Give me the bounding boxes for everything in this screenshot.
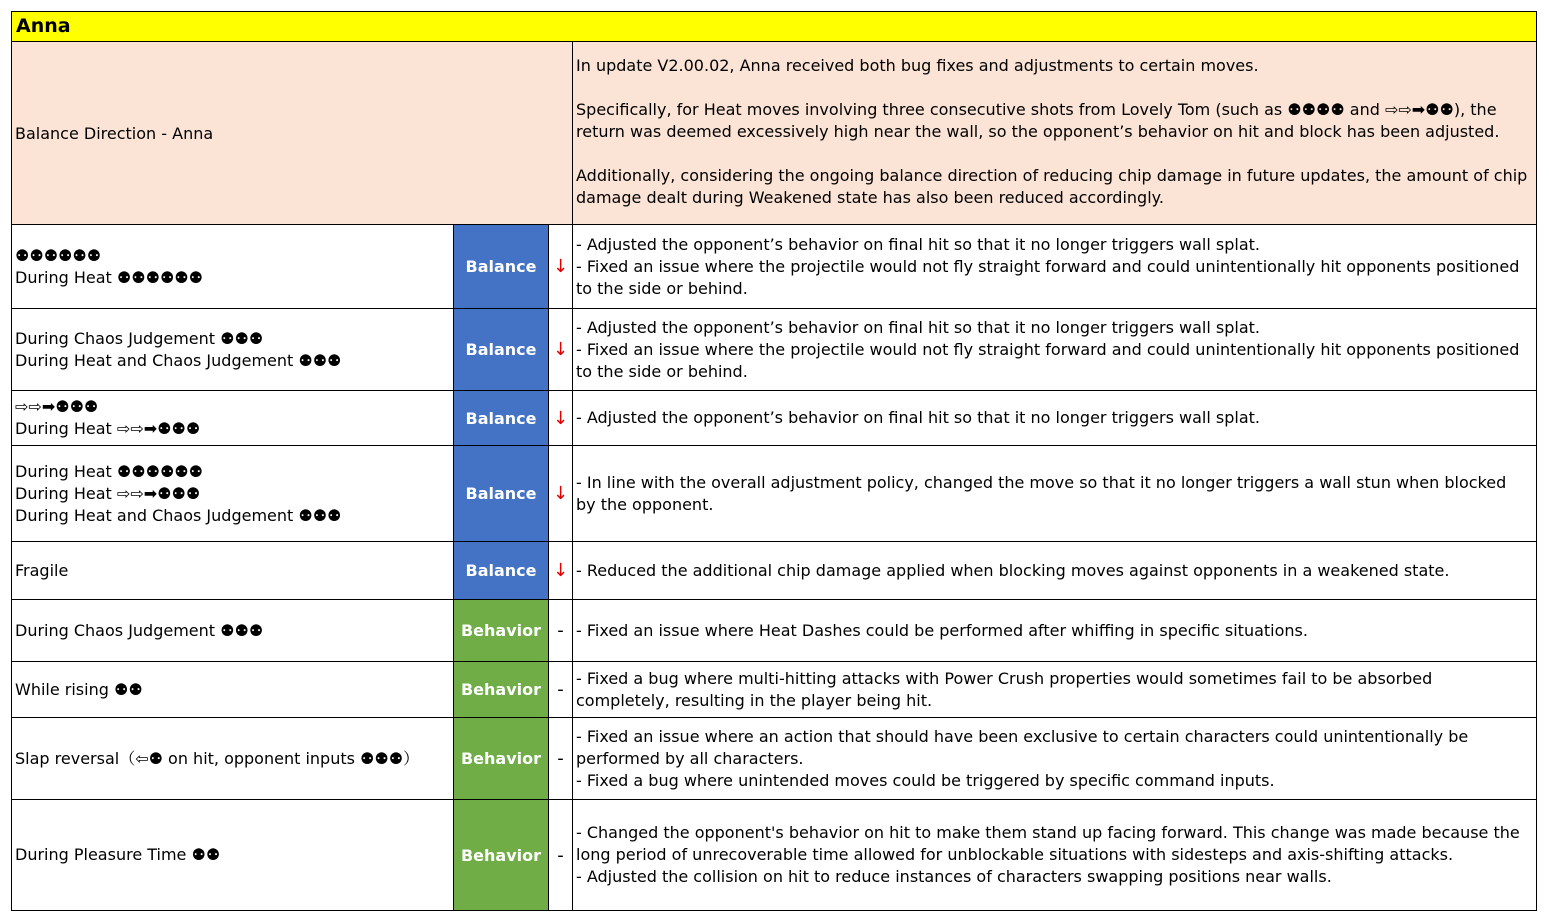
move-name: During Heat ⇨⇨➡⚉⚉⚉ [15,419,201,438]
behavior-tag: Behavior [454,800,549,910]
no-change-dash: - [549,600,573,661]
move-name: ⇨⇨➡⚉⚉⚉ [15,397,99,416]
behavior-tag: Behavior [454,718,549,799]
move-name: During Heat ⇨⇨➡⚉⚉⚉ [15,483,201,503]
change-row [12,446,1536,542]
balance-direction-row [12,42,1536,225]
direction-paragraph: In update V2.00.02, Anna received both bug fixes and adjustments to certain moves. [576,56,1259,75]
change-note: - Fixed an issue where Heat Dashes could be performed after whiffing in specific situations. [576,620,1308,640]
change-note: - Fixed an issue where the projectile would not fly straight forward and could unintentionally hit opponents positioned to the side or behind. [576,339,1520,381]
move-cell [12,600,454,661]
move-name: During Heat ⚉⚉⚉⚉⚉⚉ [15,267,203,287]
notes-cell [573,600,1536,661]
move-cell [12,391,454,445]
change-row [12,309,1536,391]
patch-notes-table [11,11,1537,911]
character-title: Anna [12,12,1536,42]
change-note: - Fixed a bug where unintended moves could be triggered by specific command inputs. [576,770,1275,790]
change-note: - Fixed an issue where an action that should have been exclusive to certain characters could unintentionally be performed by all characters. [576,726,1469,768]
change-note: - Reduced the additional chip damage applied when blocking moves against opponents in a weakened state. [576,560,1450,580]
behavior-tag: Behavior [454,662,549,717]
move-name: During Pleasure Time ⚉⚉ [15,845,221,864]
move-cell [12,309,454,390]
balance-tag: Balance [454,391,549,445]
balance-tag: Balance [454,309,549,390]
change-note: - Changed the opponent's behavior on hit to make them stand up facing forward. This change was made because the long period of unrecoverable time allowed for unblockable situations with sidesteps and axis-shifting attacks. [576,823,1520,864]
change-note: - Fixed an issue where the projectile would not fly straight forward and could unintentionally hit opponents positioned to the side or behind. [576,256,1520,298]
notes-cell [573,662,1536,717]
move-cell [12,542,454,599]
change-row [12,718,1536,800]
move-cell [12,662,454,717]
change-row [12,800,1536,910]
nerf-arrow-icon: ↓ [549,542,573,599]
change-row [12,391,1536,446]
notes-cell [573,446,1536,541]
no-change-dash: - [549,718,573,799]
move-cell [12,225,454,308]
change-note: - Adjusted the opponent’s behavior on final hit so that it no longer triggers wall splat. [576,234,1260,254]
notes-cell [573,718,1536,799]
move-cell [12,800,454,910]
change-note: - Fixed a bug where multi-hitting attacks with Power Crush properties would sometimes fail to be absorbed completely, resulting in the player being hit. [576,668,1433,710]
no-change-dash: - [549,662,573,717]
balance-tag: Balance [454,446,549,541]
move-cell [12,718,454,799]
change-row [12,600,1536,662]
move-cell [12,446,454,541]
notes-cell [573,391,1536,445]
balance-tag: Balance [454,225,549,308]
move-name: During Chaos Judgement ⚉⚉⚉ [15,328,264,348]
change-note: - Adjusted the collision on hit to reduce instances of characters swapping positions near walls. [576,867,1332,886]
change-note: - In line with the overall adjustment policy, changed the move so that it no longer triggers a wall stun when blocked by the opponent. [576,472,1507,514]
move-name: Slap reversal（⇦⚉ on hit, opponent inputs ⚉⚉⚉） [15,748,420,768]
nerf-arrow-icon: ↓ [549,309,573,390]
direction-paragraph: Specifically, for Heat moves involving three consecutive shots from Lovely Tom (such as ⚉⚉⚉⚉ and ⇨⇨➡⚉⚉), the return was deemed excessively high near the wall, so the opponent’s behavior on hit and block has been adjusted. [576,100,1500,141]
move-name: During Chaos Judgement ⚉⚉⚉ [15,620,264,640]
direction-paragraph: Additionally, considering the ongoing balance direction of reducing chip damage in future updates, the amount of chip damage dealt during Weakened state has also been reduced accordingly. [576,166,1528,207]
change-row [12,225,1536,309]
change-row [12,542,1536,600]
move-name: While rising ⚉⚉ [15,679,143,699]
change-note: - Adjusted the opponent’s behavior on final hit so that it no longer triggers wall splat. [576,317,1260,337]
notes-cell [573,800,1536,910]
move-name: ⚉⚉⚉⚉⚉⚉ [15,245,102,265]
balance-direction-label: Balance Direction - Anna [12,42,573,224]
nerf-arrow-icon: ↓ [549,446,573,541]
move-name: During Heat and Chaos Judgement ⚉⚉⚉ [15,505,342,525]
notes-cell [573,309,1536,390]
balance-direction-text [573,42,1536,224]
behavior-tag: Behavior [454,600,549,661]
nerf-arrow-icon: ↓ [549,225,573,308]
move-name: Fragile [15,560,69,580]
notes-cell [573,542,1536,599]
nerf-arrow-icon: ↓ [549,391,573,445]
notes-cell [573,225,1536,308]
balance-tag: Balance [454,542,549,599]
change-row [12,662,1536,718]
move-name: During Heat and Chaos Judgement ⚉⚉⚉ [15,350,342,370]
change-note: - Adjusted the opponent’s behavior on final hit so that it no longer triggers wall splat. [576,408,1260,427]
move-name: During Heat ⚉⚉⚉⚉⚉⚉ [15,461,203,481]
no-change-dash: - [549,800,573,910]
